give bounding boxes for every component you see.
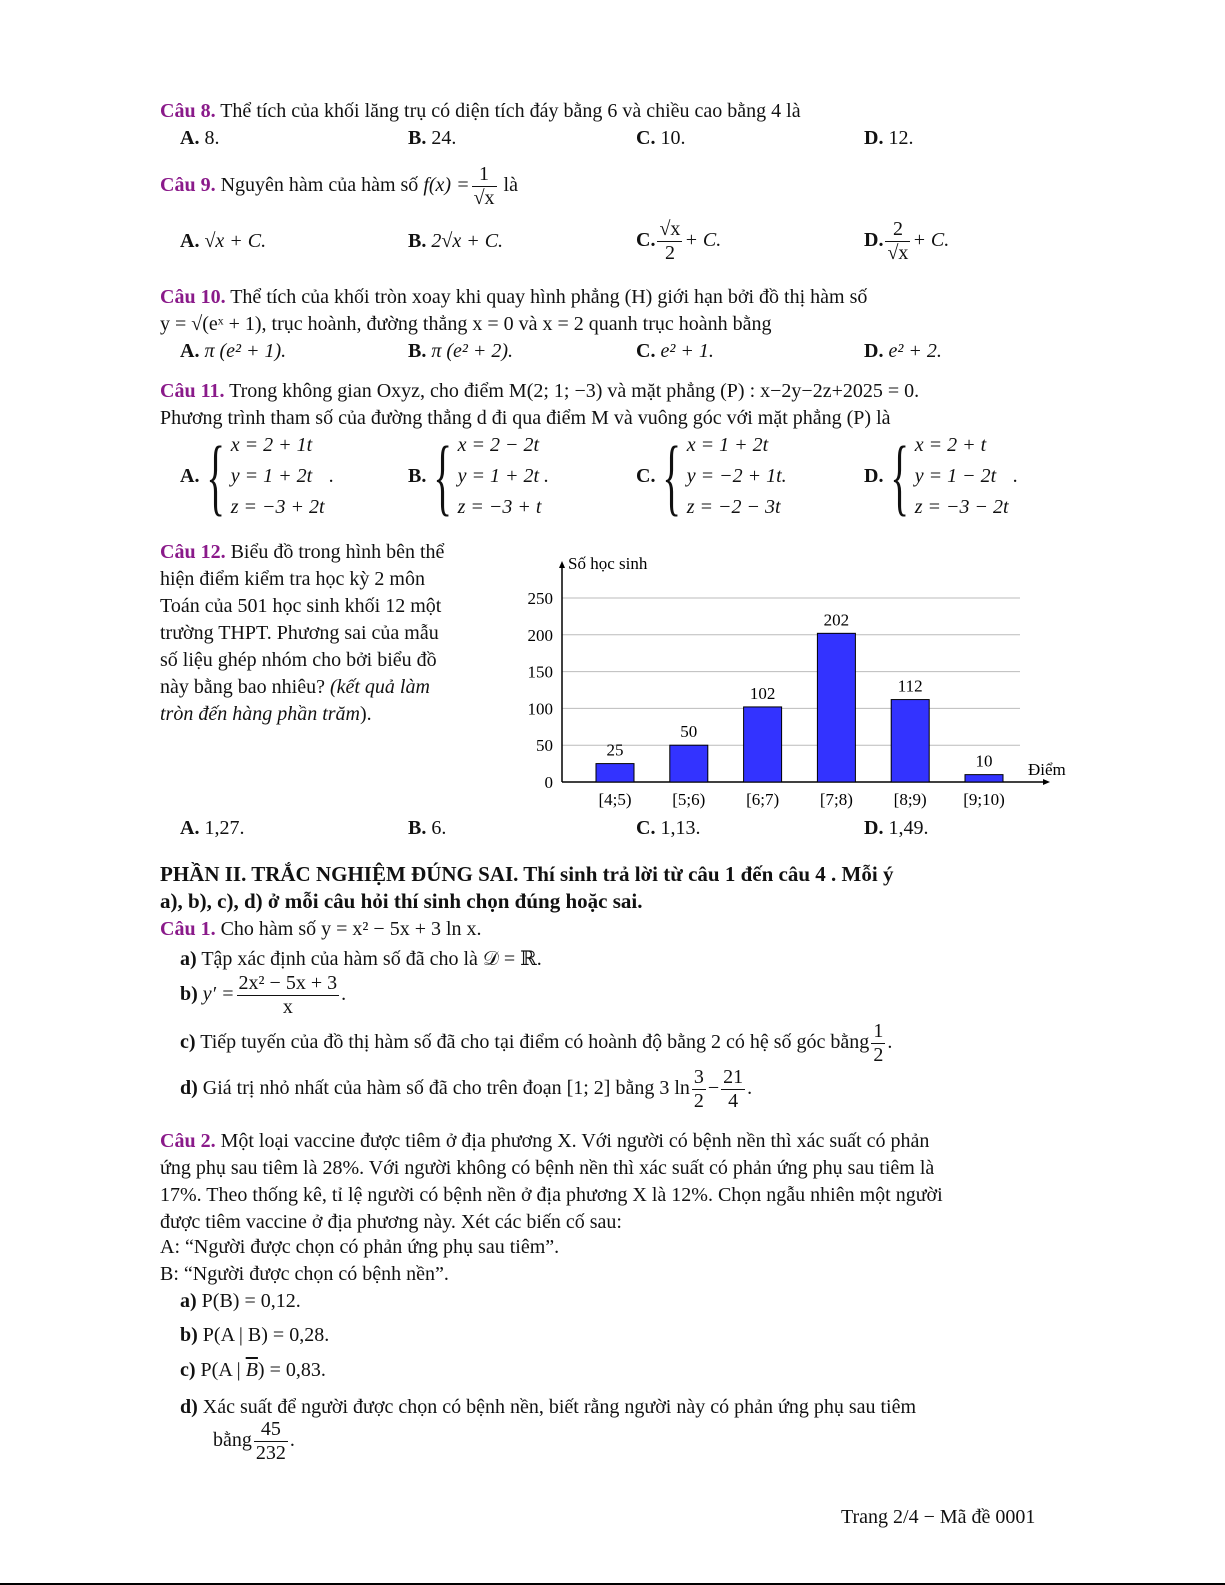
p1-statement-a: a) Tập xác định của hàm số đã cho là 𝒟 = ℝ. [180, 948, 542, 970]
q8-option-a: A. 8. [180, 127, 220, 149]
question-8: Câu 8. Thể tích của khối lăng trụ có diện tích đáy bằng 6 và chiều cao bằng 4 là [160, 100, 801, 122]
y-tick-label: 250 [527, 589, 553, 608]
bar-value-label: 102 [749, 683, 776, 703]
q10-option-a: A. π (e² + 1). [180, 340, 287, 362]
q11-option-b: B. { x = 2 − 2t y = 1 + 2t . z = −3 + t [408, 428, 550, 524]
q10-option-c: C. e² + 1. [636, 340, 714, 362]
q12-option-c: C. 1,13. [636, 817, 701, 839]
question-12: Câu 12. Biểu đồ trong hình bên thể hiện điểm kiểm tra học kỳ 2 môn Toán của 501 học sinh khối 12 một trường THPT. Phương sai của mẫu số liệu ghép nhóm cho bởi biểu đồ này bằng bao nhiêu? (kết quả làm tròn đến hàng phần trăm). [160, 541, 445, 725]
bar [817, 633, 855, 782]
y-axis-label: Số học sinh [568, 554, 648, 573]
q9-option-d: D. $\frac{2}{√x}$ + C. [864, 218, 950, 264]
x-axis-arrow-icon [1043, 779, 1050, 785]
bar [965, 775, 1003, 782]
question-9: Câu 9. Nguyên hàm của hàm số f(x) = $\frac{1}{√x}$ là [160, 163, 518, 209]
bar-value-label: 10 [975, 751, 993, 771]
p2-statement-a: a) P(B) = 0,12. [180, 1290, 301, 1312]
p1-statement-d: d) Giá trị nhỏ nhất của hàm số đã cho trên đoạn [1; 2] bằng 3 ln $\frac{3}{2}$ − $\frac{21}{4}$ . [180, 1066, 753, 1112]
q11-option-c: C. { x = 1 + 2t y = −2 + 1t. z = −2 − 3t [636, 428, 787, 524]
q10-option-b: B. π (e² + 2). [408, 340, 514, 362]
bar [891, 700, 929, 782]
question-10: Câu 10. Thể tích của khối tròn xoay khi quay hình phẳng (H) giới hạn bởi đồ thị hàm số [160, 286, 868, 308]
question-11-line2: Phương trình tham số của đường thẳng d đi qua điểm M và vuông góc với mặt phẳng (P) là [160, 407, 891, 429]
q10-option-d: D. e² + 2. [864, 340, 942, 362]
y-tick-label: 50 [536, 736, 553, 756]
bar [670, 745, 708, 782]
p2-statement-b: b) P(A | B) = 0,28. [180, 1324, 330, 1346]
p2-statement-d-answer: bằng $\frac{45}{232}$ . [213, 1418, 295, 1464]
y-tick-label: 100 [527, 699, 553, 719]
q11-option-d: D. { x = 2 + t y = 1 − 2t z = −3 − 2t . [864, 428, 1018, 524]
bar [744, 707, 782, 782]
q9-option-c: C. $\frac{√x}{2}$ + C. [636, 218, 722, 264]
q11-option-a: A. { x = 2 + 1t y = 1 + 2t z = −3 + 2t . [180, 428, 334, 524]
bar-value-label: 202 [823, 610, 850, 630]
x-tick-label: [4;5) [598, 790, 632, 809]
x-tick-label: [9;10) [963, 790, 1005, 809]
q12-option-d: D. 1,49. [864, 817, 929, 839]
event-a: A: “Người được chọn có phản ứng phụ sau tiêm”. [160, 1236, 560, 1258]
x-axis-label: Điểm [1028, 760, 1066, 779]
part2-question-2: Câu 2. Một loại vaccine được tiêm ở địa phương X. Với người có bệnh nền thì xác suất có phản ứng phụ sau tiêm là 28%. Với người không có bệnh nền thì xác suất có phản ứng phụ sau tiêm là 17%. Theo thống kê, tỉ lệ người có bệnh nền ở địa phương X là 12%. Chọn ngẫu nhiên một người được tiêm vaccine ở địa phương này. Xét các biến cố sau: [160, 1130, 943, 1233]
y-tick-label: 200 [527, 625, 553, 645]
part-2-heading-line2: a), b), c), d) ở mỗi câu hỏi thí sinh chọn đúng hoặc sai. [160, 889, 643, 913]
q8-option-c: C. 10. [636, 127, 686, 149]
bar [596, 764, 634, 782]
q8-option-d: D. 12. [864, 127, 914, 149]
y-tick-label: 150 [527, 662, 553, 682]
q9-option-b: B. 2√x + C. [408, 230, 504, 252]
page-footer: Trang 2/4 − Mã đề 0001 [841, 1506, 1036, 1528]
x-tick-label: [8;9) [893, 790, 927, 809]
question-11: Câu 11. Trong không gian Oxyz, cho điểm M(2; 1; −3) và mặt phẳng (P) : x−2y−2z+2025 = 0. [160, 380, 920, 402]
x-tick-label: [6;7) [746, 790, 780, 809]
q9-option-a: A. √x + C. [180, 230, 267, 252]
x-tick-label: [5;6) [672, 790, 706, 809]
q8-option-b: B. 24. [408, 127, 457, 149]
bar-value-label: 50 [680, 722, 698, 742]
part-2-heading: PHẦN II. TRẮC NGHIỆM ĐÚNG SAI. Thí sinh trả lời từ câu 1 đến câu 4 . Mỗi ý [160, 862, 894, 886]
p2-statement-d: d) Xác suất để người được chọn có bệnh nền, biết rằng người này có phản ứng phụ sau tiêm [180, 1396, 917, 1418]
p1-statement-b: b) y′ = $\frac{\text{2x² − 5x + 3}}{x}$ . [180, 972, 347, 1018]
part2-question-1: Câu 1. Cho hàm số y = x² − 5x + 3 ln x. [160, 918, 482, 940]
event-b: B: “Người được chọn có bệnh nền”. [160, 1263, 449, 1285]
p1-statement-c: c) Tiếp tuyến của đồ thị hàm số đã cho tại điểm có hoành độ bằng 2 có hệ số góc bằng $\frac{1}{2}$ . [180, 1020, 893, 1066]
x-tick-label: [7;8) [819, 790, 853, 809]
p2-statement-c: c) P(A | $\overline{B}) = 0,83$. [180, 1359, 326, 1381]
q12-option-a: A. 1,27. [180, 817, 245, 839]
y-axis-arrow-icon [559, 561, 565, 568]
y-tick-label: 0 [544, 773, 553, 792]
question-10-line2: y = √(eˣ + 1), trục hoành, đường thẳng x = 0 và x = 2 quanh trục hoành bằng [160, 313, 772, 335]
q12-option-b: B. 6. [408, 817, 447, 839]
bar-value-label: 25 [606, 740, 624, 760]
bar-value-label: 112 [897, 676, 923, 696]
